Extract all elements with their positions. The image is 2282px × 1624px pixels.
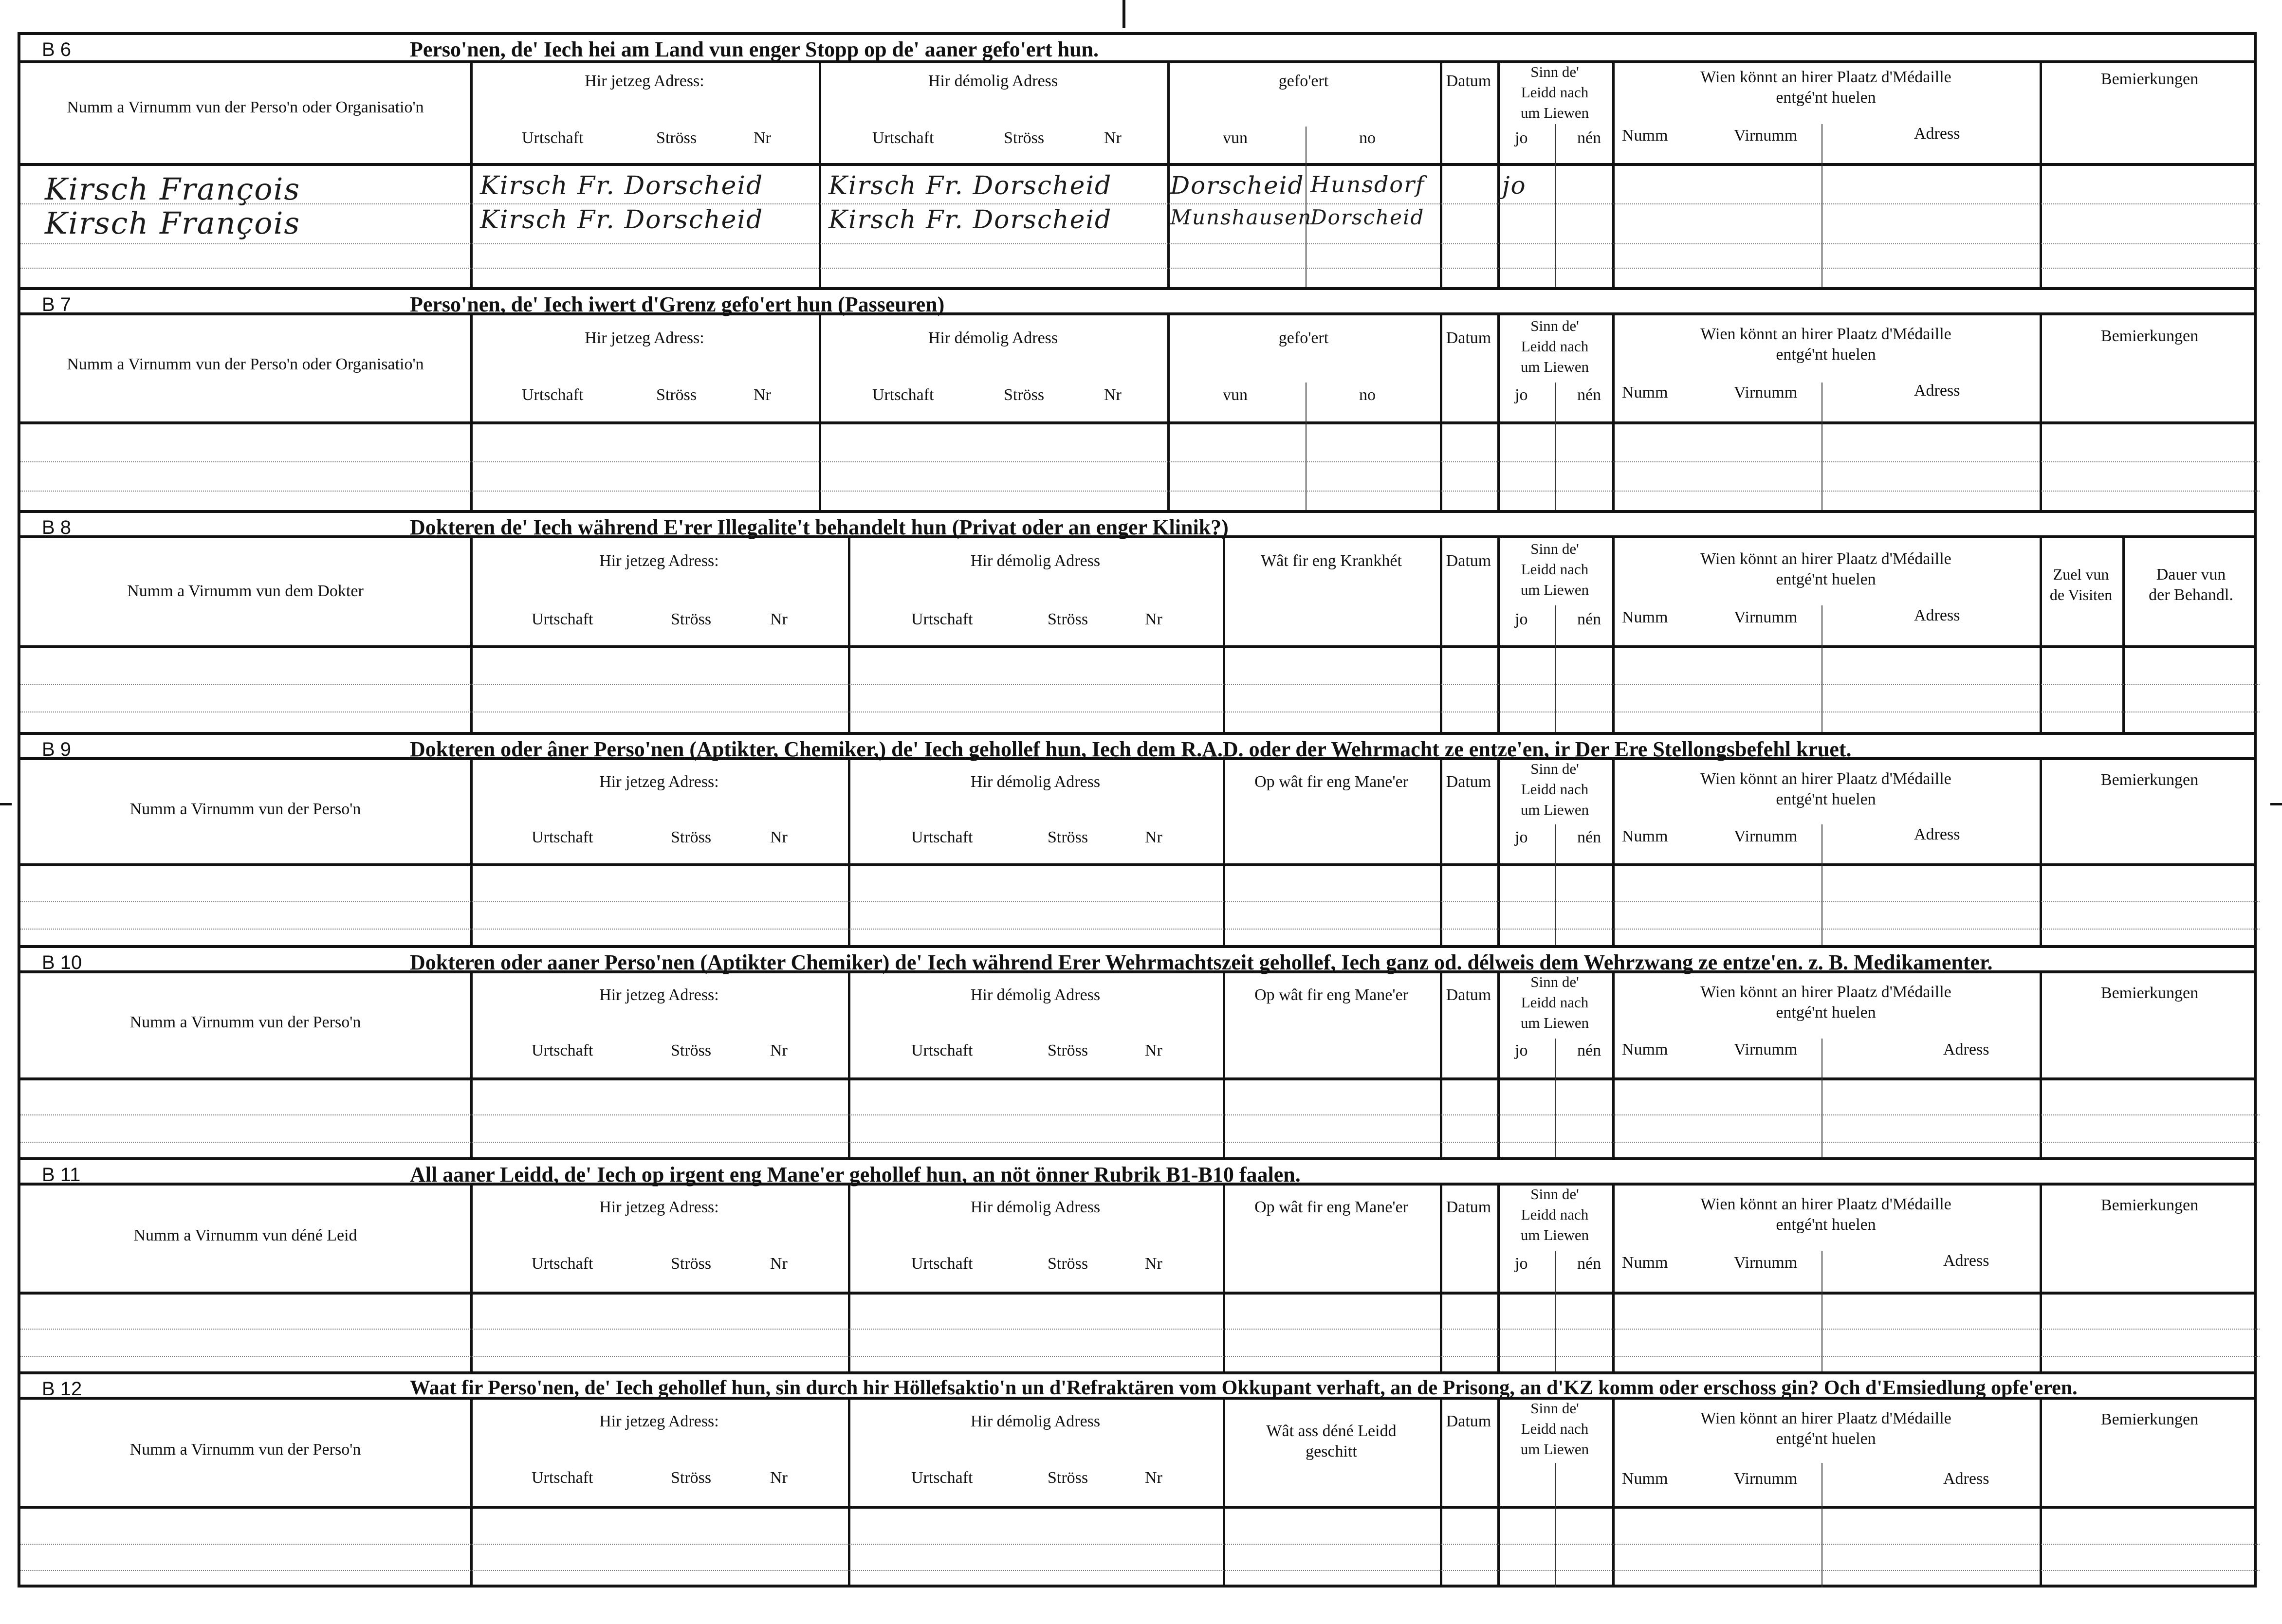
transported-header: gefo'ert (1278, 72, 1329, 90)
section-header (20, 1371, 2254, 1400)
name-header: Numm a Virnumm vun dem Dokter (127, 582, 364, 600)
section-grid: Numm a Virnumm vun déné Leid Hir jetzeg Adress: Urtschaft Ströss Nr Hir démolig Adress Urtschaft Ströss Nr Op wât fir eng Mane'er Datum Sinn de' Leidd nach um Liewen jo nén Wien könnt an hirer Plaatz d'Médaille entgé'nt huelen Numm Virnumm Adress Bemierkungen (20, 1186, 2254, 1371)
section-code: B 10 (42, 952, 82, 973)
section-title: Dokteren oder aaner Perso'nen (Aptikter Chemiker) de' Iech während Erer Wehrmachtszeit gehollef, Iech ganz od. délweis dem Wehrzwang ze entze'en. z. B. Medikamenter. (410, 950, 1993, 974)
section-b9 (20, 732, 2254, 945)
section-grid: Numm a Virnumm vun der Perso'n Hir jetzeg Adress: Urtschaft Ströss Nr Hir démolig Adress Urtschaft Ströss Nr Op wât fir eng Mane'er Datum Sinn de' Leidd nach um Liewen jo nén Wien könnt an hirer Plaatz d'Médaille entgé'nt huelen Numm Virnumm Adress Bemierkungen (20, 973, 2254, 1157)
illness-header: Wât fir eng Krankhét (1261, 552, 1402, 570)
handwritten-to: Dorscheid (1310, 205, 1425, 229)
handwritten-address-then: Kirsch Fr. Dorscheid (828, 205, 1112, 235)
section-b10 (20, 945, 2254, 1157)
section-grid: Numm a Virnumm vun dem Dokter Hir jetzeg Adress: Urtschaft Ströss Nr Hir démolig Adress Urtschaft Ströss Nr Wât fir eng Krankhét Datum Sinn de' Leidd nach um Liewen jo nén Wien könnt an hirer Plaatz d'Médaille entgé'nt huelen Numm Virnumm Adress Zuel vun de Visiten Dauer vun der Behandl. (20, 538, 2254, 732)
name-header: Numm a Virnumm vun der Perso'n oder Organisatio'n (67, 98, 424, 116)
handwritten-address-then: Kirsch Fr. Dorscheid (828, 171, 1112, 201)
name-header: Numm a Virnumm vun der Perso'n (129, 1013, 361, 1031)
manner-header: Op wât fir eng Mane'er (1254, 1198, 1408, 1216)
name-header: Numm a Virnumm vun déné Leid (133, 1226, 357, 1244)
section-grid: Numm a Virnumm vun der Perso'n Hir jetzeg Adress: Urtschaft Ströss Nr Hir démolig Adress Urtschaft Ströss Nr Op wât fir eng Mane'er Datum Sinn de' Leidd nach um Liewen jo nén Wien könnt an hirer Plaatz d'Médaille entgé'nt huelen Numm Virnumm Adress Bemierkungen (20, 760, 2254, 945)
section-title: Perso'nen, de' Iech hei am Land vun enger Stopp op de' aaner gefo'ert hun. (410, 37, 1099, 61)
manner-header: Op wât fir eng Mane'er (1254, 986, 1408, 1004)
section-b6 (20, 35, 2254, 287)
handwritten-name: Kirsch François (45, 171, 301, 207)
section-header (20, 35, 2254, 63)
section-title: Dokteren oder âner Perso'nen (Aptikter, Chemiker,) de' Iech gehollef hun, Iech dem R.A.D. oder der Wehrmacht ze entze'en, ir Der Ere Stellongsbefehl kruet. (410, 737, 1852, 761)
section-code: B 9 (42, 739, 72, 760)
handwritten-from: Dorscheid (1170, 171, 1305, 200)
right-margin-mark (2270, 803, 2282, 805)
handwritten-from: Munshausen (1170, 205, 1312, 229)
section-header (20, 1157, 2254, 1186)
manner-header: Op wât fir eng Mane'er (1254, 773, 1408, 791)
section-b12 (20, 1371, 2254, 1588)
section-title: Dokteren de' Iech während E'rer Illegalite't behandelt hun (Privat oder an enger Klinik?) (410, 515, 1229, 539)
name-header: Numm a Virnumm vun der Perso'n (129, 800, 361, 818)
section-grid: Numm a Virnumm vun der Perso'n oder Organisatio'n Hir jetzeg Adress: Urtschaft Ströss Nr Hir démolig Adress Urtschaft Ströss Nr gefo'ert vun no Datum Sinn de' Leidd nach um Liewen jo nén Wien könnt an hirer Plaatz d'Médaille entgé'nt huelen Numm Virnumm Adress Bemierkungen (20, 315, 2254, 510)
handwritten-to: Hunsdorf (1310, 171, 1425, 198)
handwritten-yes: jo (1502, 171, 1527, 200)
section-header (20, 732, 2254, 760)
section-b8 (20, 510, 2254, 732)
section-grid: Numm a Virnumm vun der Perso'n oder Organisatio'n Hir jetzeg Adress: Urtschaft Ströss Nr Hir démolig Adress Urtschaft Ströss Nr gefo'ert vun no Datum Sinn de' Leidd nach um Liewen jo nén Wien könnt an hirer Plaatz d'Médaille entgé'nt huelen Numm Virnumm Adress Bemierkungen Kirsch François Kirsch François Kirsch Fr. Dorscheid Kirsch Fr. Dorscheid Kirsch Fr. Dorscheid Kirsch Fr. Dorscheid Dorscheid Hunsdorf Munshausen Dorscheid jo (20, 63, 2254, 287)
section-b11 (20, 1157, 2254, 1371)
remarks-header: Bemierkungen (2100, 70, 2199, 88)
top-center-mark (1123, 0, 1125, 28)
section-b7 (20, 287, 2254, 510)
form-frame (18, 32, 2257, 1588)
section-title: All aaner Leidd, de' Iech op irgent eng Mane'er gehollef hun, an nöt önner Rubrik B1-B10 faalen. (410, 1163, 1301, 1186)
name-header: Numm a Virnumm vun der Perso'n oder Organisatio'n (67, 355, 424, 373)
section-title: Waat fir Perso'nen, de' Iech gehollef hun, sin durch hir Höllefsaktio'n un d'Refraktären vom Okkupant verhaft, an de Prisong, an d'KZ komm oder erschoss gin? Och d'Emsiedlung opfe'eren. (410, 1377, 2078, 1399)
left-margin-mark (0, 803, 12, 805)
section-code: B 8 (42, 517, 72, 538)
section-header (20, 287, 2254, 315)
section-code: B 11 (42, 1164, 81, 1186)
handwritten-name: Kirsch François (45, 205, 301, 241)
handwritten-address-now: Kirsch Fr. Dorscheid (480, 205, 764, 235)
section-grid: Numm a Virnumm vun der Perso'n Hir jetzeg Adress: Urtschaft Ströss Nr Hir démolig Adress Urtschaft Ströss Nr Wât ass déné Leidd geschitt Datum Sinn de' Leidd nach um Liewen Wien könnt an hirer Plaatz d'Médaille entgé'nt huelen Numm Virnumm Adress Bemierkungen (20, 1400, 2254, 1588)
what-happened-header: Wât ass déné Leidd (1266, 1422, 1397, 1440)
handwritten-address-now: Kirsch Fr. Dorscheid (480, 171, 764, 201)
section-header (20, 945, 2254, 973)
section-code: B 6 (42, 39, 72, 60)
section-title: Perso'nen, de' Iech iwert d'Grenz gefo'ert hun (Passeuren) (410, 292, 945, 316)
date-header: Datum (1446, 72, 1491, 90)
section-code: B 7 (42, 294, 72, 315)
address-now-header: Hir jetzeg Adress: (585, 72, 704, 90)
name-header: Numm a Virnumm vun der Perso'n (129, 1441, 361, 1459)
section-header (20, 510, 2254, 538)
address-then-header: Hir démolig Adress (928, 72, 1058, 90)
section-code: B 12 (42, 1378, 82, 1400)
